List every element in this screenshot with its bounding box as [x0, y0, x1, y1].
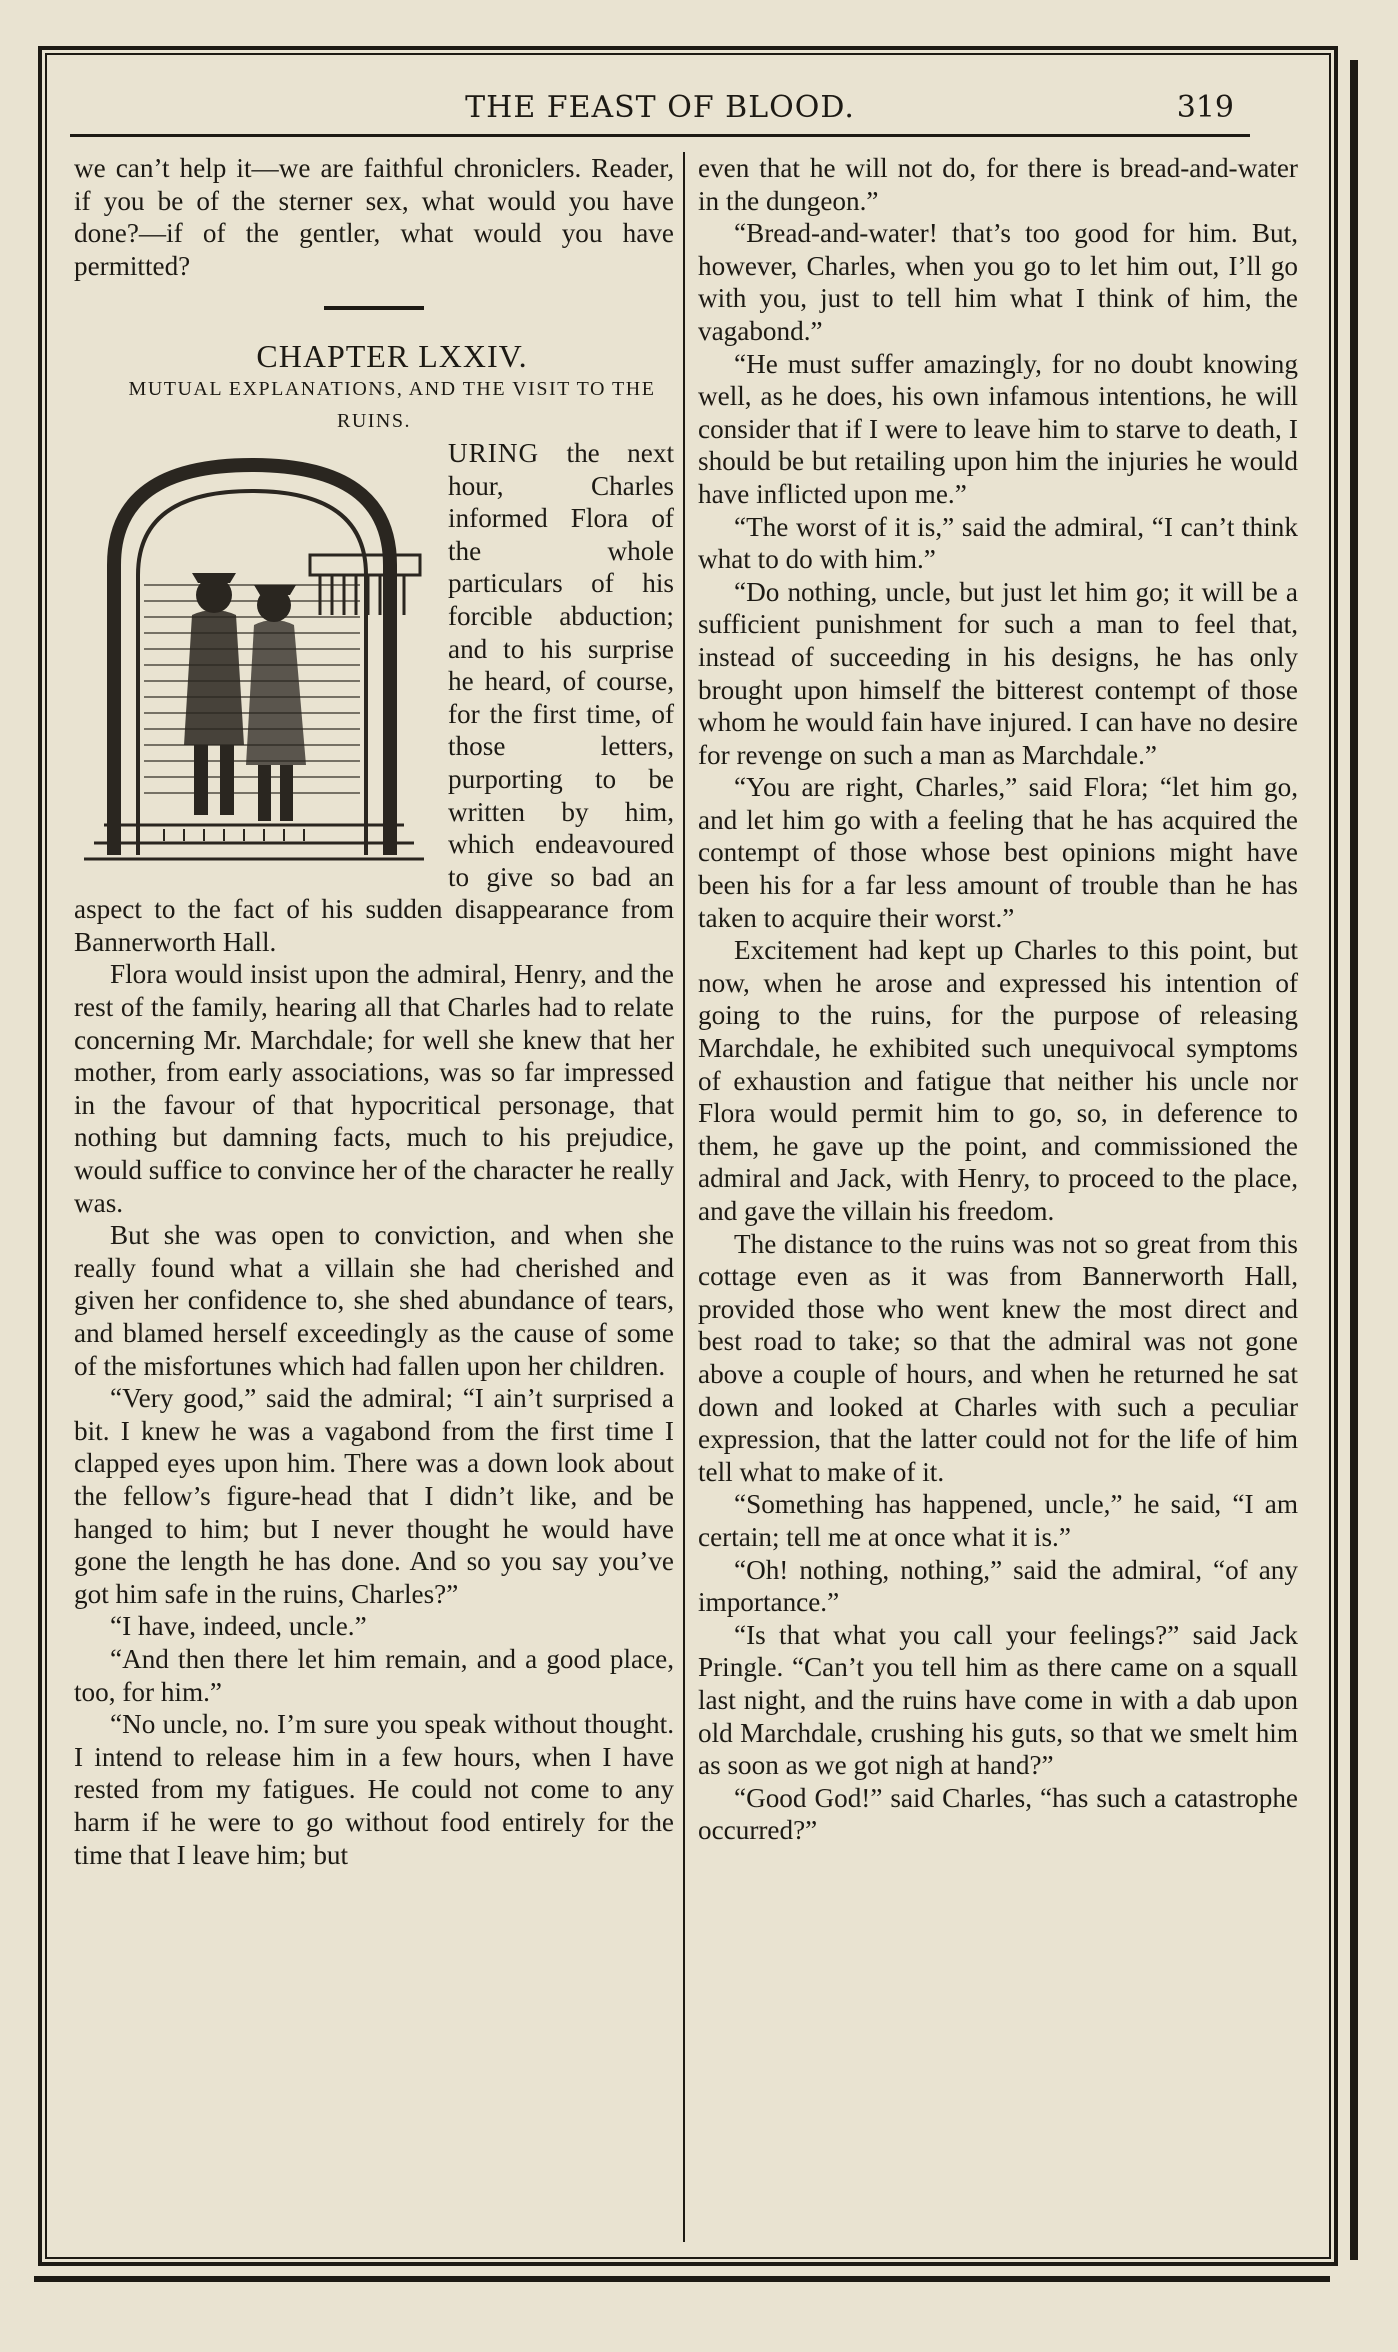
opening-paragraph: we can’t help it—we are faithful chroniclers. Reader, if you be of the sterner sex, what would you have done?—if of the gentler, what would you have permitted?: [74, 153, 674, 281]
paragraph: The distance to the ruins was not so great from this cottage even as it was from Bannerworth Hall, provided those who went knew the most direct and best road to take; so that the admiral was not gone above a couple of hours, and when he returned he sat down and looked at Charles with such a peculiar expression, that the latter could not for the life of him tell what to make of it.: [698, 1228, 1298, 1487]
paragraph: “Bread-and-water! that’s too good for him. But, however, Charles, when you go to let him out, I’ll go with you, just to tell him what I think of him, the vagabond.”: [698, 218, 1298, 346]
paragraph: “Very good,” said the admiral; “I ain’t surprised a bit. I knew he was a vagabond from the first time I clapped eyes upon him. There was a down look about the fellow’s figure-head that I didn’t like, and be hanged to him; but I never thought he would have gone the length he has done. And so you say you’ve got him safe in the ruins, Charles?”: [74, 1383, 674, 1609]
drop-cap-word: URING: [448, 437, 540, 468]
paragraph: “Do nothing, uncle, but just let him go; it will be a sufficient punishment for such a man to feel that, instead of succeeding in his designs, he has only brought upon himself the bitterest contempt of those whom he would fain have injured. I can have no desire for revenge on such a man as Marchdale.”: [698, 576, 1298, 770]
right-column: [698, 152, 1298, 1847]
paragraph: “Something has happened, uncle,” he said, “I am certain; tell me at once what it is.”: [698, 1489, 1298, 1552]
page-number: 319: [1176, 90, 1234, 125]
woodcut-illustration-icon: [74, 445, 430, 865]
paragraph: “Oh! nothing, nothing,” said the admiral, “of any importance.”: [698, 1554, 1298, 1618]
page-edge-shadow: [1350, 60, 1358, 2260]
running-title: THE FEAST OF BLOOD.: [465, 90, 855, 125]
paragraph: “Good God!” said Charles, “has such a catastrophe occurred?”: [698, 1782, 1298, 1846]
paragraph: “No uncle, no. I’m sure you speak without thought. I intend to release him in a few hours, when I have rested from my fatigues. He could not come to any harm if he were to go without food entirely for the time that I leave him; but: [74, 1709, 674, 1870]
paragraph: “He must suffer amazingly, for no doubt knowing well, as he does, his own infamous intentions, he will consider that if I were to leave him to starve to death, I should be but retailing upon him the injuries he would have inflicted upon me.”: [698, 348, 1298, 509]
bottom-rule: [34, 2276, 1330, 2282]
continuation-paragraph: even that he will not do, for there is bread-and-water in the dungeon.”: [698, 153, 1298, 216]
left-column: [74, 152, 674, 1871]
paragraph: But she was open to conviction, and when she really found what a villain she had cherished and given her confidence to, she shed abundance of tears, and blamed herself exceedingly as the cause of some of the misfortunes which had fallen upon her children.: [74, 1220, 674, 1381]
paragraph: “And then there let him remain, and a good place, too, for him.”: [74, 1643, 674, 1707]
paragraph: Excitement had kept up Charles to this point, but now, when he arose and expressed his intention of going to the ruins, for the purpose of releasing Marchdale, he exhibited such unequivocal symptoms of exhaustion and fatigue that neither his uncle nor Flora would permit him to go, so, in deference to them, he gave up the point, and commissioned the admiral and Jack, with Henry, to proceed to the place, and gave the villain his freedom.: [698, 935, 1298, 1226]
paragraph: Flora would insist upon the admiral, Henry, and the rest of the family, hearing all that Charles had to relate concerning Mr. Marchdale; for well she knew that her mother, from early associations, was so far impressed in the favour of that hypocritical personage, that nothing but damning facts, much to his prejudice, would suffice to convince her of the character he really was.: [74, 959, 674, 1218]
chapter-separator: [324, 306, 424, 310]
paragraph: “I have, indeed, uncle.”: [110, 1611, 367, 1642]
column-divider: [683, 152, 685, 2242]
chapter-title: CHAPTER LXXIV.: [256, 338, 528, 375]
page-header: [70, 84, 1250, 137]
paragraph: “You are right, Charles,” said Flora; “let him go, and let him go with a feeling that he has acquired the contempt of those whose best opinions might have been his for a far less amount of trouble than he has taken to acquire their worst.”: [698, 772, 1298, 933]
first-paragraph-text: the next hour, Charles informed Flora of the whole particulars of his forcible abduction; and to his surprise he heard, of course, for the first time, of those letters, purporting to be written by him, which endeavoured to give so bad an aspect to the fact of his sudden disappearance from Bannerworth Hall.: [74, 437, 674, 957]
paragraph: “Is that what you call your feelings?” said Jack Pringle. “Can’t you tell him as there came on a squall last night, and the ruins have come in with a dab upon old Marchdale, crushing his guts, so that we smelt him as soon as we got nigh at hand?”: [698, 1619, 1298, 1781]
paragraph: “The worst of it is,” said the admiral, “I can’t think what to do with him.”: [698, 511, 1298, 575]
chapter-subtitle: MUTUAL EXPLANATIONS, AND THE VISIT TO THE RUINS.: [128, 377, 656, 432]
